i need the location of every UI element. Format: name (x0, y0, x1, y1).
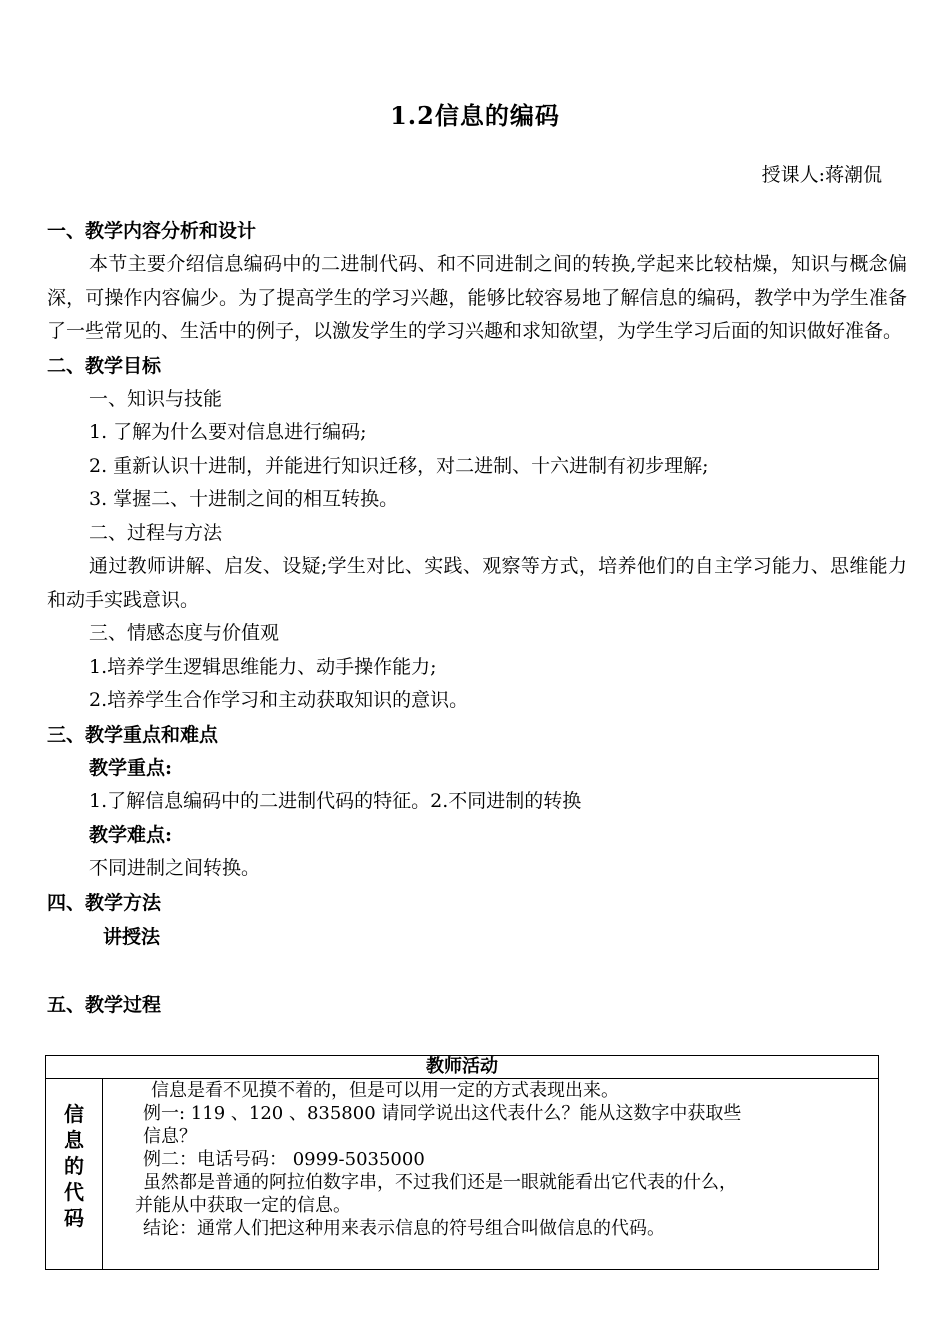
side-label-char: 信 (64, 1102, 84, 1126)
table-line: 并能从中获取一定的信息。 (135, 1195, 351, 1216)
section-heading-1: 一、教学内容分析和设计 (47, 220, 257, 242)
section-heading-5: 五、教学过程 (47, 993, 162, 1016)
list-item: 2.培养学生合作学习和主动获取知识的意识。 (89, 689, 469, 711)
process-table (45, 1055, 879, 1270)
side-label-char: 码 (64, 1206, 84, 1230)
author-line: 授课人:蒋潮侃 (761, 164, 882, 186)
table-line: 结论：通常人们把这种用来表示信息的符号组合叫做信息的代码。 (143, 1218, 665, 1239)
teacher-activity-cell (103, 1079, 879, 1270)
side-label-char: 息 (64, 1128, 84, 1152)
list-item: 1.培养学生逻辑思维能力、动手操作能力; (89, 655, 437, 678)
key-point-label: 教学重点: (89, 756, 173, 779)
page-title: 1.2信息的编码 (390, 101, 560, 130)
list-item: 3. 掌握二、十进制之间的相互转换。 (89, 488, 399, 510)
subheading-attitude: 三、情感态度与价值观 (89, 622, 280, 644)
side-label-char: 代 (64, 1180, 84, 1204)
section-heading-3: 三、教学重点和难点 (47, 723, 219, 746)
list-item: 1. 了解为什么要对信息进行编码; (89, 421, 367, 443)
section-heading-2: 二、教学目标 (47, 354, 162, 377)
table-line: 信息是看不见摸不着的，但是可以用一定的方式表现出来。 (151, 1080, 619, 1101)
difficulty-text: 不同进制之间转换。 (89, 857, 261, 879)
side-label-char: 的 (64, 1154, 84, 1178)
table-line: 虽然都是普通的阿拉伯数字串，不过我们还是一眼就能看出它代表的什么， (143, 1172, 737, 1193)
table-line: 信息？ (143, 1126, 197, 1147)
subheading-process: 二、过程与方法 (89, 521, 223, 544)
side-label (46, 1079, 103, 1270)
difficulty-label: 教学难点: (89, 823, 173, 846)
process-paragraph: 通过教师讲解、启发、设疑;学生对比、实践、观察等方式，培养他们的自主学习能力、思维能力和动手实践意识。 (47, 555, 907, 611)
table-line: 例一: 119 、120 、835800 请同学说出这代表什么？能从这数字中获取些 (143, 1103, 742, 1124)
subheading-knowledge: 一、知识与技能 (89, 387, 223, 410)
section-heading-4: 四、教学方法 (47, 891, 162, 914)
list-item: 2. 重新认识十进制，并能进行知识迁移，对二进制、十六进制有初步理解; (89, 454, 709, 477)
table-header: 教师活动 (46, 1056, 879, 1079)
table-line: 例二：电话号码： 0999-5035000 (143, 1149, 425, 1170)
section-1-paragraph: 本节主要介绍信息编码中的二进制代码、和不同进制之间的转换,学起来比较枯燥，知识与概念偏深，可操作内容偏少。为了提高学生的学习兴趣，能够比较容易地了解信息的编码，教学中为学生准备了一些常见的、生活中的例子，以激发学生的学习兴趣和求知欲望，为学生学习后面的知识做好准备。 (47, 253, 907, 342)
teaching-method: 讲授法 (103, 925, 161, 948)
document-body (47, 214, 907, 1022)
key-point-text: 1.了解信息编码中的二进制代码的特征。2.不同进制的转换 (89, 790, 582, 812)
